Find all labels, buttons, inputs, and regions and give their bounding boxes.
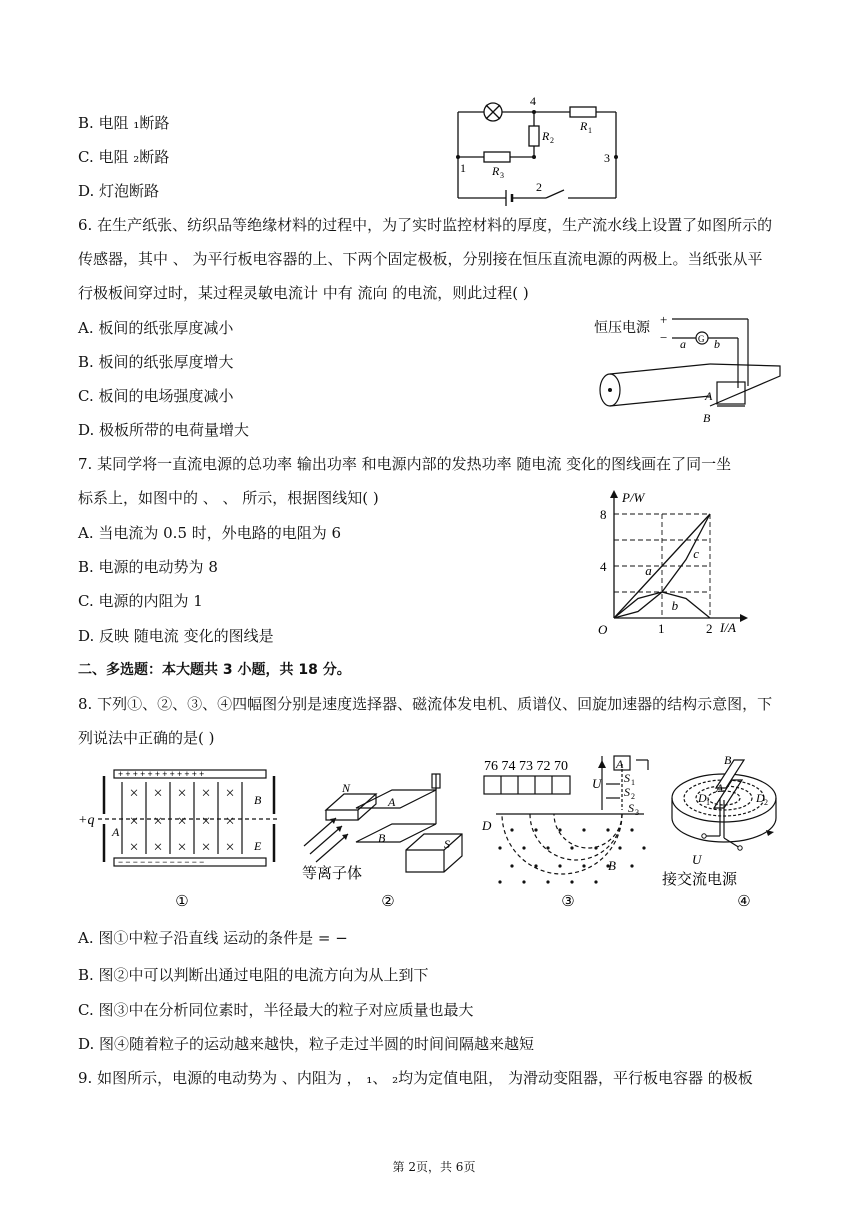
pole-s-label: S [444,837,450,851]
slit-s1-label: S [624,771,630,785]
q8-option-c: C. 图③中在分析同位素时，半径最大的粒子对应质量也最大 [78,1001,474,1019]
terminal-b: b [714,337,720,351]
section-2-heading: 二、多选题：本大题共 3 小题，共 18 分。 [78,662,351,678]
node-1: 1 [460,161,466,175]
svg-text:×: × [177,839,187,856]
dee-d2-label: D [756,791,765,805]
label-r3: R [492,164,500,178]
dee-d2-sub: 2 [764,798,768,807]
svg-text:×: × [177,785,187,802]
figure-3-number: ③ [561,894,575,910]
plus-plate-label: + + + + + + + + + + + + [118,769,205,779]
minus-sign: − [660,330,668,345]
svg-text:×: × [177,813,187,830]
slit-s3-sub: 3 [635,808,639,817]
svg-text:×: × [129,839,139,856]
field-b-label: B [254,793,262,807]
q5-circuit-diagram [448,90,628,208]
node-3: 3 [604,151,610,165]
label-r1: R [580,119,588,133]
field-b-label: B [608,858,616,873]
q5-option-b: B. 电阻 ₁断路 [78,114,170,132]
pole-n-label: N [342,781,351,795]
label-r2: R [542,129,550,143]
q5-option-d: D. 灯泡断路 [78,182,160,200]
q7-stem-line2: 标系上，如图中的 、 、 所示，根据图线知( ) [78,489,379,507]
mhd-generator-diagram [296,762,476,912]
minus-plate-label: − − − − − − − − − − − − [118,857,205,867]
voltage-u-label: U [592,776,602,791]
q7-option-a: A. 当电流为 0.5 时，外电路的电阻为 6 [78,524,342,542]
svg-text:×: × [201,785,211,802]
x-tick-label: 2 [706,621,713,636]
source-a-label: A [616,757,624,771]
svg-text:×: × [225,785,235,802]
series-label-c: c [693,546,699,562]
dee-d1-label: D [698,791,707,805]
svg-text:×: × [129,813,139,830]
point-a-label: A [112,825,120,839]
q6-stem-line2: 传感器，其中 、 为平行板电容器的上、下两个固定极板，分别接在恒压直流电源的两极上。当纸张从平 [78,250,763,268]
q6-option-b: B. 板间的纸张厚度增大 [78,353,234,371]
ac-source-label: 接交流电源 [662,872,738,888]
x-axis-label: I/A [720,620,736,635]
galvanometer-label: G [698,334,705,344]
q8-stem-line2: 列说法中正确的是( ) [78,729,215,747]
q7-option-b: B. 电源的电动势为 8 [78,558,218,576]
q6-option-c: C. 板间的电场强度减小 [78,387,234,405]
slit-s2-label: S [624,785,630,799]
series-label-b: b [671,598,679,614]
q8-option-a: A. 图①中粒子沿直线 运动的条件是 = − [78,929,348,947]
svg-text:×: × [225,839,235,856]
power-source-label: 恒压电源 [594,321,650,336]
figure-2-number: ② [381,894,395,910]
x-tick-label: 1 [658,621,665,636]
q8-option-b: B. 图②中可以判断出通过电阻的电流方向为从上到下 [78,966,429,984]
page-footer: 第 2页，共 6页 [392,1160,476,1174]
q7-power-current-chart [590,488,750,640]
y-tick-label: 8 [600,507,607,522]
svg-text:×: × [201,813,211,830]
q7-option-d: D. 反映 随电流 变化的图线是 [78,627,274,645]
slit-s1-sub: 1 [631,778,635,787]
series-label-a: a [645,563,652,579]
y-axis-label: P/W [622,490,645,505]
svg-text:×: × [129,785,139,802]
x-axis-arrow [740,614,748,622]
plate-a-label: A [388,795,396,809]
field-e-label: E [254,839,262,853]
q6-option-a: A. 板间的纸张厚度减小 [78,319,234,337]
voltage-u-label: U [692,852,702,867]
node-4: 4 [530,94,536,108]
node-2: 2 [536,180,542,194]
figure-4-number: ④ [737,894,751,910]
y-tick-label: 4 [600,559,607,574]
svg-text:×: × [201,839,211,856]
q7-option-c: C. 电源的内阻为 1 [78,592,203,610]
dee-d1-sub: 1 [706,798,710,807]
charge-label: +q [78,813,95,828]
mass-spectrometer-diagram [478,750,658,912]
point-a-label: A [716,781,724,795]
q6-stem-line1: 6. 在生产纸张、纺织品等绝缘材料的过程中，为了实时监控材料的厚度，生产流水线上设置了如图所示的 [78,216,773,234]
terminal-a: a [680,337,686,351]
label-r3-sub: 3 [500,171,504,180]
plate-b-label: B [378,831,386,845]
q6-capacitor-sensor-diagram [592,306,782,428]
velocity-selector-diagram [78,762,278,912]
svg-text:×: × [225,813,235,830]
q8-option-d: D. 图④随着粒子的运动越来越快，粒子走过半圆的时间间隔越来越短 [78,1035,535,1053]
figure-1-number: ① [175,894,189,910]
slit-s3-label: S [628,801,634,815]
q5-option-c: C. 电阻 ₂断路 [78,148,170,166]
slit-s2-sub: 2 [631,792,635,801]
svg-text:×: × [153,839,163,856]
label-r1-sub: 1 [588,126,592,135]
svg-text:×: × [153,785,163,802]
plate-b-label: B [703,411,711,425]
plasma-label: 等离子体 [302,866,363,882]
plate-d-label: D [482,818,492,833]
cyclotron-diagram [660,752,800,912]
q7-stem-line1: 7. 某同学将一直流电源的总功率 输出功率 和电源内部的发热功率 随电流 变化的图线画在了同一坐 [78,455,732,473]
q9-stem-line1: 9. 如图所示，电源的电动势为 、内阻为 ， ₁、 ₂均为定值电阻， 为滑动变阻器，平行板电容器 的极板 [78,1069,753,1087]
svg-text:×: × [153,813,163,830]
plus-sign: + [660,312,668,327]
origin-label: O [598,622,608,637]
field-b-label: B [724,753,732,767]
q6-option-d: D. 极板所带的电荷量增大 [78,421,250,439]
y-axis-arrow [610,490,618,498]
label-r2-sub: 2 [550,136,554,145]
q8-stem-line1: 8. 下列①、②、③、④四幅图分别是速度选择器、磁流体发电机、质谱仪、回旋加速器的结构示意图，下 [78,695,773,713]
q6-stem-line3: 行极板间穿过时，某过程灵敏电流计 中有 流向 的电流，则此过程( ) [78,284,529,302]
plate-a-label: A [705,389,713,403]
mass-scale-labels: 76 74 73 72 70 [484,759,568,774]
